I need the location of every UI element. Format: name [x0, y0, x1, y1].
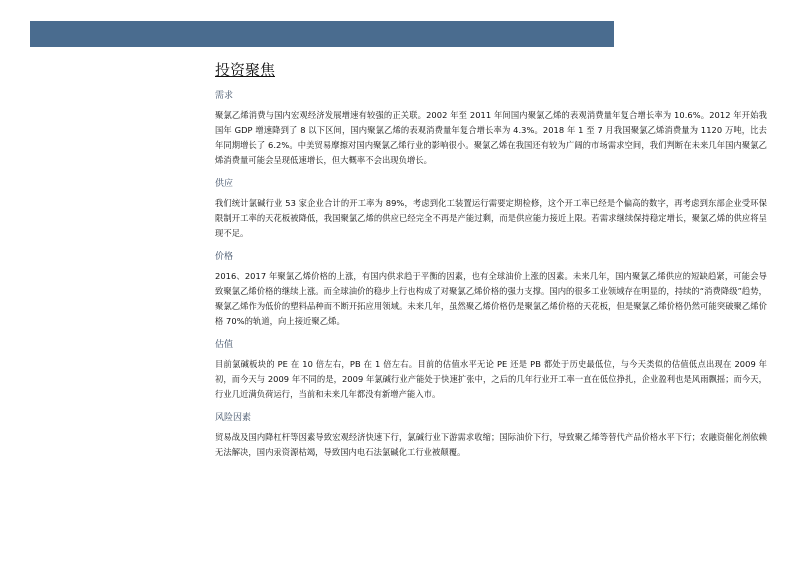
- section-heading: 供应: [215, 179, 234, 189]
- section-valuation: [215, 339, 767, 402]
- page-title: 投资聚焦: [215, 61, 276, 79]
- section-heading: 估值: [215, 340, 234, 350]
- section-demand: [215, 90, 767, 168]
- section-heading: 价格: [215, 252, 234, 262]
- section-supply: [215, 178, 767, 241]
- section-paragraph: 贸易战及国内降杠杆等因素导致宏观经济快速下行，氯碱行业下游需求收缩；国际油价下行，导致聚乙烯等替代产品价格水平下行；农融资催化剂依赖无法解决，国内汞资源枯竭，导致国内电石法氯碱化工行业被颠覆。: [215, 432, 767, 457]
- section-paragraph: 我们统计氯碱行业 53 家企业合计的开工率为 89%，考虑到化工装置运行需要定期检修，这个开工率已经是个偏高的数字，再考虑到东部企业受环保限制开工率的天花板被降低，我国聚氯乙烯的供应已经完全不再是产能过剩，而是供应能力接近上限。若需求继续保持稳定增长，聚氯乙烯的供应将呈现不足。: [215, 198, 767, 238]
- document-content: [215, 60, 767, 470]
- section-heading: 风险因素: [215, 413, 252, 423]
- section-paragraph: 聚氯乙烯消费与国内宏观经济发展增速有较强的正关联。2002 年至 2011 年间国内聚氯乙烯的表观消费量年复合增长率为 10.6%。2012 年开始我国年 GDP 增速降到了 8 以下区间，国内聚氯乙烯的表观消费量年复合增长率为 4.3%。2018 年 1 至 7 月我国聚氯乙烯消费量为 1120 万吨，比去年同期增长了 6.2%。中美贸易摩擦对国内聚氯乙烯行业的影响很小。聚氯乙烯在我国还有较为广阔的市场需求空间，我们判断在未来几年国内聚氯乙烯消费量可能会呈现低速增长，但大概率不会出现负增长。: [215, 110, 767, 165]
- section-paragraph: 目前氯碱板块的 PE 在 10 倍左右，PB 在 1 倍左右。目前的估值水平无论 PE 还是 PB 都处于历史最低位，与今天类似的估值低点出现在 2009 年初，而今天与 2009 年不同的是，2009 年氯碱行业产能处于快速扩张中，之后的几年行业开工率一直在低位挣扎，企业盈利也是风雨飘摇；而今天，行业几近满负荷运行，当前和未来几年都没有新增产能入市。: [215, 359, 767, 399]
- section-heading: 需求: [215, 91, 234, 101]
- section-price: [215, 251, 767, 329]
- header-bar: [30, 21, 614, 47]
- section-risk: [215, 412, 767, 460]
- section-paragraph: 2016、2017 年聚氯乙烯价格的上涨，有国内供求趋于平衡的因素，也有全球油价上涨的因素。未来几年，国内聚氯乙烯供应的短缺趋紧，可能会导致聚氯乙烯价格的继续上涨。而全球油价的稳步上行也构成了对聚氯乙烯价格的强力支撑。国内的很多工业领域存在明显的，持续的“消费降级”趋势，聚氯乙烯作为低价的塑料品种而不断开拓应用领域。未来几年，虽然聚乙烯价格仍是聚氯乙烯价格的天花板，但是聚氯乙烯价格仍然可能突破聚乙烯价格 70%的轨道，向上接近聚乙烯。: [215, 271, 767, 326]
